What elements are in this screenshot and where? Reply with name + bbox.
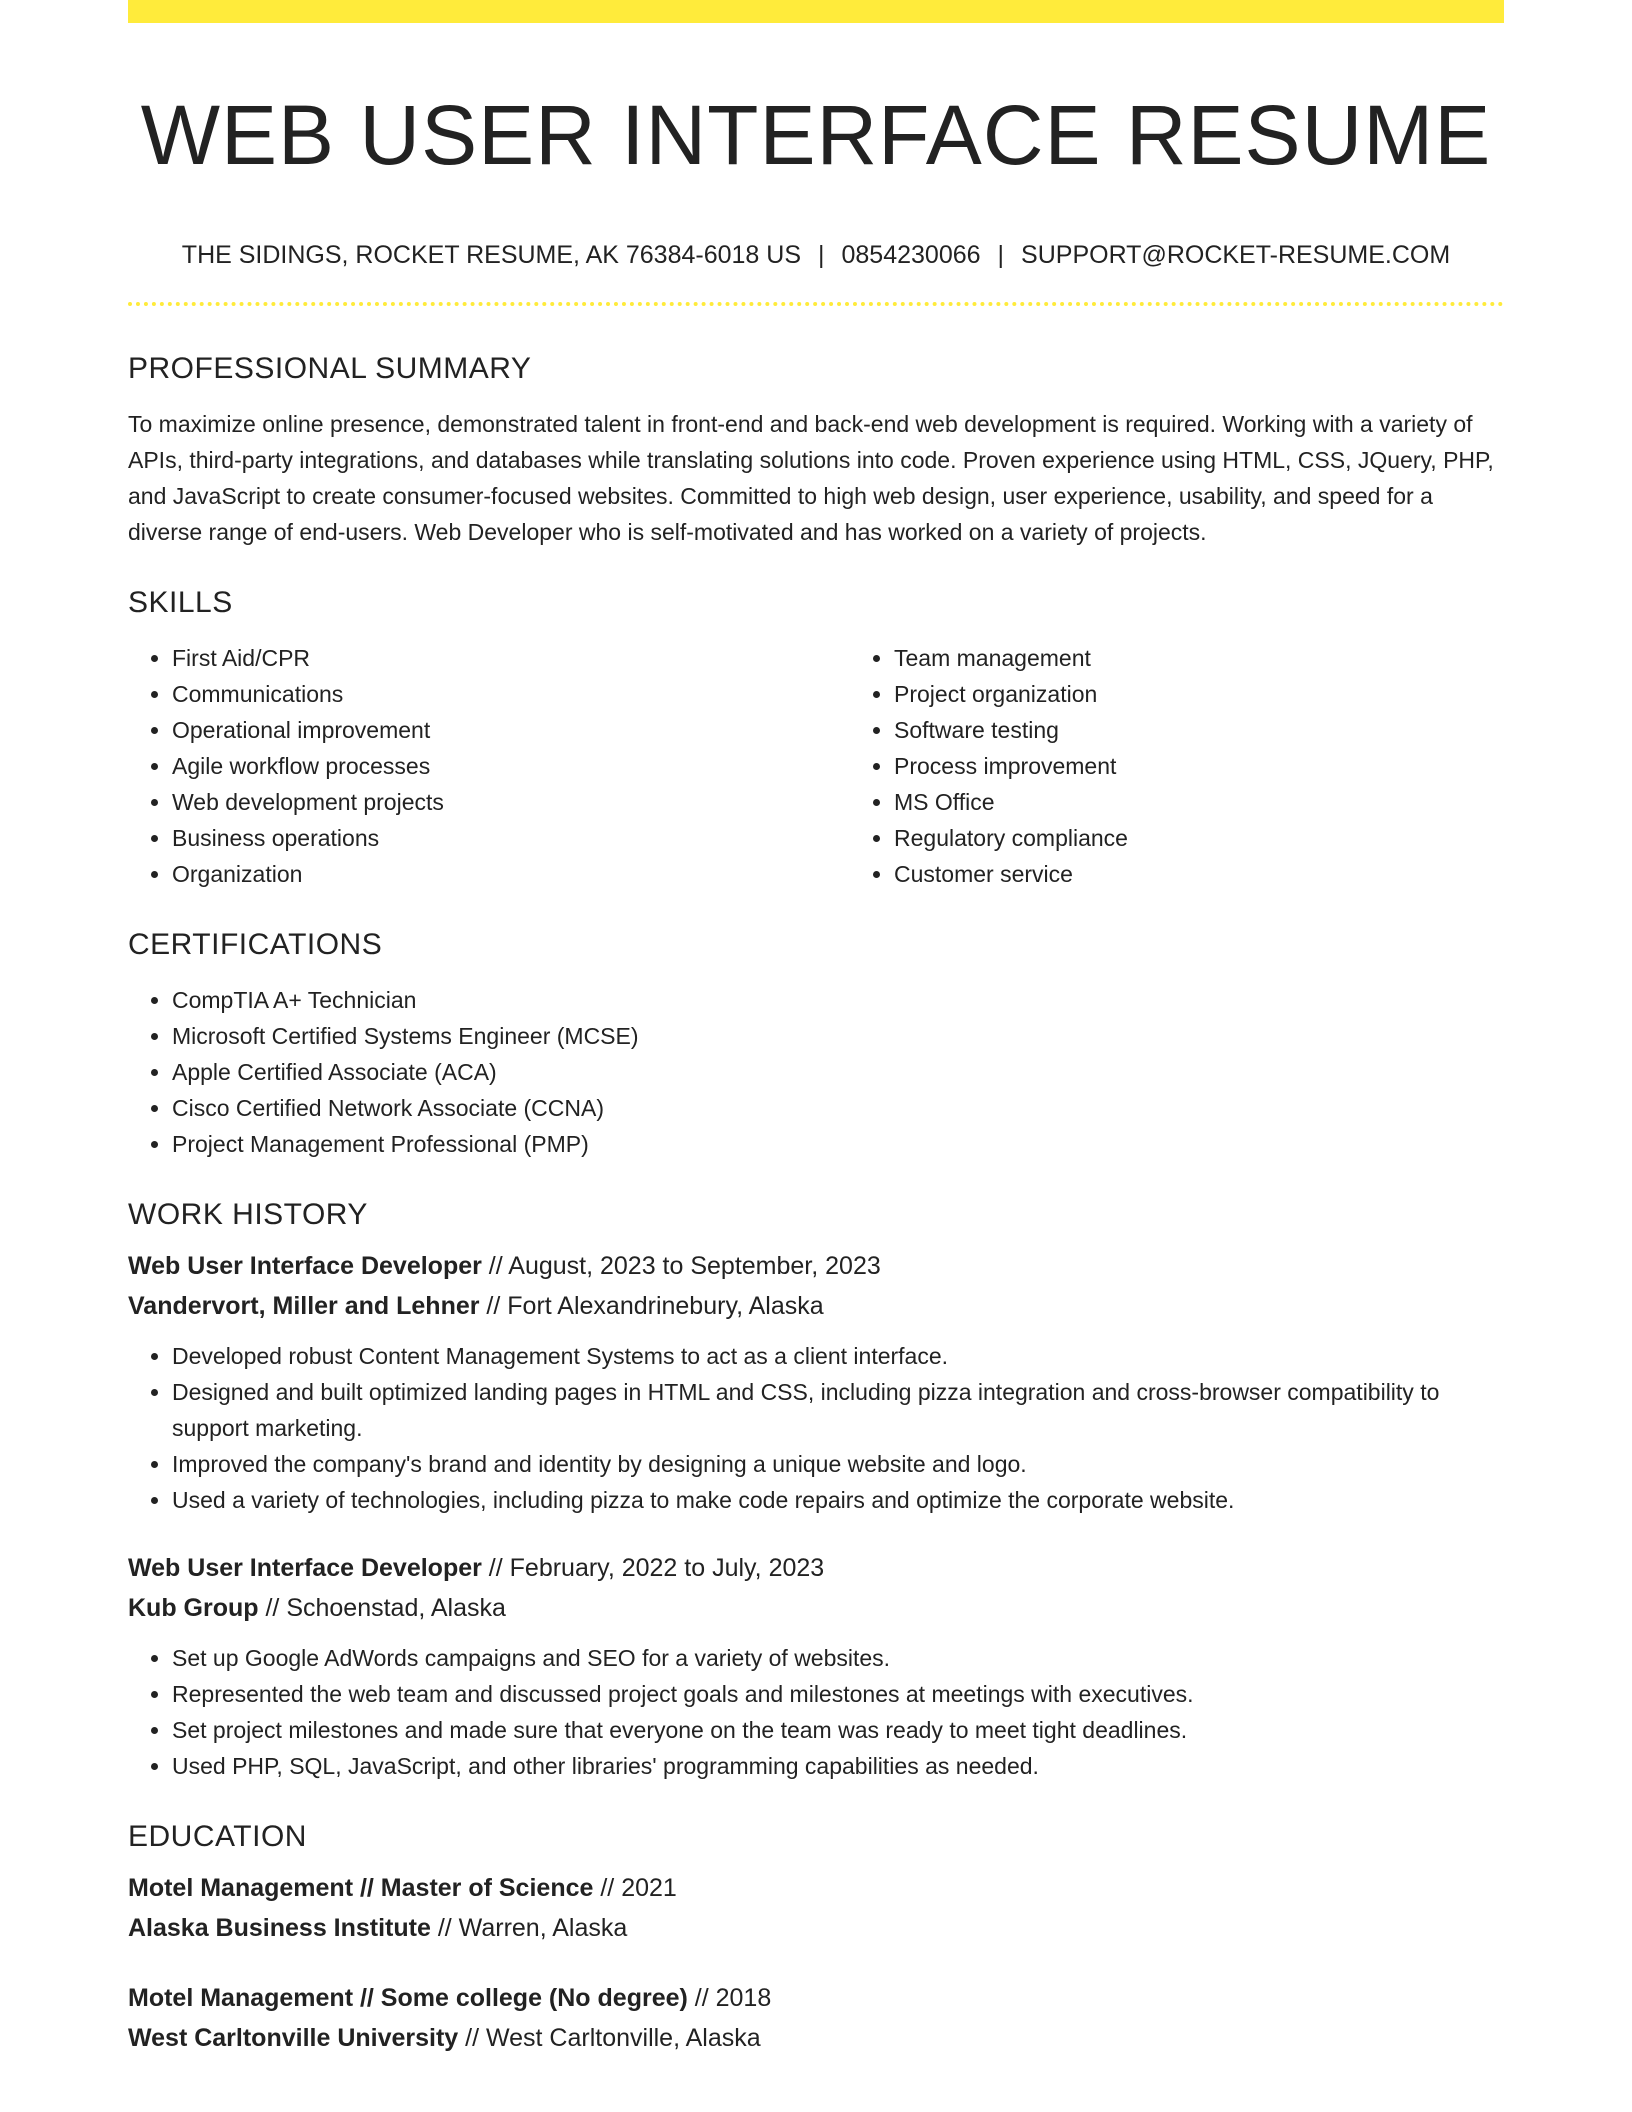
job-dates: // August, 2023 to September, 2023 <box>481 1252 881 1280</box>
education-year: // 2021 <box>593 1874 677 1902</box>
certifications-heading: CERTIFICATIONS <box>128 928 383 961</box>
job-company-line <box>128 1286 1504 1326</box>
resume-title: WEB USER INTERFACE RESUME <box>140 88 1492 182</box>
education-school: Alaska Business Institute <box>128 1914 431 1942</box>
job-entry <box>128 1548 1504 1784</box>
certifications-list <box>128 982 1504 1162</box>
job-company-line <box>128 1588 1504 1628</box>
certification-item: • Apple Certified Associate (ACA) <box>172 1054 1504 1090</box>
top-accent-bar <box>128 0 1504 23</box>
certification-item: • CompTIA A+ Technician <box>172 982 1504 1018</box>
job-location: // Schoenstad, Alaska <box>258 1594 506 1622</box>
job-bullet: • Developed robust Content Management Systems to act as a client interface. <box>172 1338 1504 1374</box>
job-role: Web User Interface Developer <box>128 1554 482 1582</box>
skills-heading: SKILLS <box>128 586 233 619</box>
contact-address: THE SIDINGS, ROCKET RESUME, AK 76384-6018 US <box>181 241 801 269</box>
job-bullet: • Set up Google AdWords campaigns and SEO for a variety of websites. <box>172 1640 1504 1676</box>
work-history-heading: WORK HISTORY <box>128 1198 368 1231</box>
certification-item: • Cisco Certified Network Associate (CCNA) <box>172 1090 1504 1126</box>
skill-item: • Process improvement <box>894 748 1572 784</box>
skill-item: • MS Office <box>894 784 1572 820</box>
education-degree: Motel Management // Master of Science <box>128 1874 594 1902</box>
skill-item: • First Aid/CPR <box>172 640 850 676</box>
certification-item: • Microsoft Certified Systems Engineer (MCSE) <box>172 1018 1504 1054</box>
skill-item: • Regulatory compliance <box>894 820 1572 856</box>
job-title-line <box>128 1548 1504 1588</box>
job-dates: // February, 2022 to July, 2023 <box>481 1554 825 1582</box>
job-location: // Fort Alexandrinebury, Alaska <box>479 1292 824 1320</box>
summary-heading: PROFESSIONAL SUMMARY <box>128 352 532 385</box>
skill-item: • Software testing <box>894 712 1572 748</box>
education-entry <box>128 1868 1504 1948</box>
skill-item: • Operational improvement <box>172 712 850 748</box>
skill-item: • Web development projects <box>172 784 850 820</box>
job-role: Web User Interface Developer <box>128 1252 482 1280</box>
education-school: West Carltonville University <box>128 2024 459 2052</box>
summary-text: To maximize online presence, demonstrated talent in front-end and back-end web development is required. Working with a variety of APIs, third-party integrations, and databases while translating solutions into code. Proven experience using HTML, CSS, JQuery, PHP, and JavaScript to create consumer-focused websites. Committed to high web design, user experience, usability, and speed for a diverse range of end-users. Web Developer who is self-motivated and has worked on a variety of projects. <box>128 411 1494 545</box>
education-school-line <box>128 2018 1504 2058</box>
education-degree: Motel Management // Some college (No degree) <box>128 1984 688 2012</box>
skill-item: • Team management <box>894 640 1572 676</box>
education-degree-line <box>128 1978 1504 2018</box>
skill-item: • Project organization <box>894 676 1572 712</box>
job-bullets <box>128 1338 1504 1518</box>
job-bullet: • Improved the company's brand and identity by designing a unique website and logo. <box>172 1446 1504 1482</box>
job-company: Kub Group <box>128 1594 259 1622</box>
education-year: // 2018 <box>687 1984 772 2012</box>
skills-right-column <box>850 640 1572 892</box>
job-bullet: • Designed and built optimized landing pages in HTML and CSS, including pizza integration and cross-browser compatibility to support marketing. <box>172 1374 1504 1446</box>
resume-page <box>128 0 1504 2058</box>
header-divider <box>128 302 1504 306</box>
education-location: // West Carltonville, Alaska <box>458 2024 761 2052</box>
contact-line <box>128 243 1504 268</box>
skill-item: • Business operations <box>172 820 850 856</box>
skill-item: • Customer service <box>894 856 1572 892</box>
job-entry <box>128 1246 1504 1518</box>
skill-item: • Organization <box>172 856 850 892</box>
skill-item: • Agile workflow processes <box>172 748 850 784</box>
skills-list <box>128 640 1504 892</box>
contact-separator: | <box>997 241 1005 269</box>
education-degree-line <box>128 1868 1504 1908</box>
contact-phone: 0854230066 <box>841 241 981 269</box>
education-school-line <box>128 1908 1504 1948</box>
contact-email: SUPPORT@ROCKET-RESUME.COM <box>1021 241 1451 269</box>
certification-item: • Project Management Professional (PMP) <box>172 1126 1504 1162</box>
education-entry <box>128 1978 1504 2058</box>
job-bullets <box>128 1640 1504 1784</box>
education-heading: EDUCATION <box>128 1820 307 1853</box>
job-title-line <box>128 1246 1504 1286</box>
job-bullet: • Set project milestones and made sure that everyone on the team was ready to meet tight deadlines. <box>172 1712 1504 1748</box>
job-company: Vandervort, Miller and Lehner <box>128 1292 480 1320</box>
job-bullet: • Used a variety of technologies, including pizza to make code repairs and optimize the corporate website. <box>172 1482 1504 1518</box>
skills-left-column <box>128 640 850 892</box>
job-bullet: • Represented the web team and discussed project goals and milestones at meetings with executives. <box>172 1676 1504 1712</box>
contact-separator: | <box>818 241 825 269</box>
education-location: // Warren, Alaska <box>430 1914 628 1942</box>
skill-item: • Communications <box>172 676 850 712</box>
job-bullet: • Used PHP, SQL, JavaScript, and other libraries' programming capabilities as needed. <box>172 1748 1504 1784</box>
